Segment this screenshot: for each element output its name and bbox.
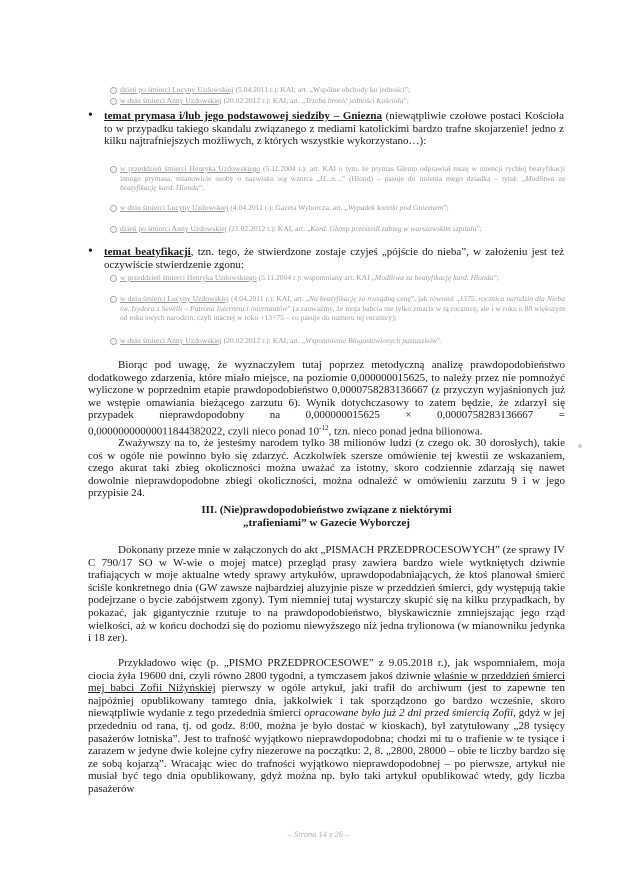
circle-bullet-icon: [110, 205, 117, 212]
circle-bullet-icon: [110, 166, 117, 173]
sub-item-anna-day-of: w dniu śmierci Anny Uzdowskiej (20.02.2012 r.): KAI, art. „Trzeba bronić jedności Kościoła”;: [120, 96, 565, 106]
circle-bullet-icon: [110, 338, 117, 345]
paragraph-probability-calc: Biorąc pod uwagę, że wyznaczyłem tutaj poprzez metodyczną analizę prawdopodobieństwo dodatkowego zdarzenia, które miało miejsce, na poziomie 0,000000015625, to należy przez nie pomnożyć wyliczone w poprzednim etapie prawdopodobieństwo 0,0000758283136667 (z przyczyn wyjaśnionych już we wstępie omawiania bieżącego zarzutu 6). Wynik dotychczasowy to zatem będzie, że zdarzył się przypadek nieprawdopodobny na 0,000000015625 × 0,0000758283136667 = 0,00000000000011844382022, czyli nieco ponad $10^{-12}$, tzn. nieco ponad jedna bilionowa.: [88, 359, 565, 438]
bullet-primate-topic: • temat prymasa i/lub jego podstawowej siedziby – Gniezna (niewątpliwie czołowe postaci Kościoła to w przypadku takiego skandalu związanego z mediami katolickimi bardzo trafne skojarzenie! jedno z kilku najtrafniejszych możliwych, z których wszystkie wykorzystano…):: [88, 108, 564, 148]
sub-item-link: w dniu śmierci Lucyny Uzdowskiej: [120, 203, 229, 212]
sub-item-link: dzień po śmierci Lucyny Uzdowskiej: [120, 85, 234, 94]
bullet-icon: •: [88, 244, 93, 259]
circle-bullet-icon: [110, 87, 117, 94]
paragraph-example: Przykładowo więc (p. „PISMO PRZEDPROCESOWE” z 9.05.2018 r.), jak wspomniałem, moja ciocia żyła 19600 dni, czyli równo 2800 tygodni, a tymczasem jakoś dziwnie właśnie w przeddzień śmierci mej babci Zofii Niżyńskiej pierwszy w ogóle artykuł, jaki trafił do archiwum (jest to zapewne ten najpóźniej opublikowany tamtego dnia, jakkolwiek i tak sporządzono go bardzo wcześnie, skoro niewątpliwie wydanie z tego przedednia śmierci opracowane było już 2 dni przed śmiercią Zofii, gdyż w jej przededniu od rana, tj. od godz. 8:00, można je było dostać w kioskach), był zatytułowany „28 tysięcy pasażerów lotniska”. Jest to trafność wyjątkowo nieprawdopodobna; chodzi mi tu o trafienie w te tysiące i zarazem w jedyne dwie kolejne cyfry niezerowe na początku: 2, 8. „2800, 28000 – obie te liczby bardzo się ze sobą kojarzą”. Wracając wiec do trafności wyjątkowo nieprawdopodobnej – po pierwsze, artykuł nie musiał być tego dnia opublikowany, gdyż można np. było taki artykuł opublikować wtedy, gdy liczba pasażerów: [88, 657, 566, 795]
bullet-beatification-topic: • temat beatyfikacji, tzn. tego, że stwierdzone zostaje czyjeś „pójście do nieba”, w założeniu jest też oczywiście stwierdzenie zgonu:: [88, 244, 564, 271]
sub-item-anna-day-after: dzień po śmierci Anny Uzdowskiej (21.02.2012 r.): KAI, art. „Kard. Glemp przeszedł zabieg w warszawskim szpitalu”;: [120, 224, 565, 234]
circle-bullet-icon: [110, 275, 117, 282]
circle-bullet-icon: [110, 226, 117, 233]
sub-item-lucyna-day-after: dzień po śmierci Lucyny Uzdowskiej (5.04.2011 r.): KAI, art. „Wspólne obchody ku jedności”;: [120, 85, 565, 95]
sub-item-lucyna-day-of: w dniu śmierci Lucyny Uzdowskiej (4.04.2011 r.): Gazeta Wyborcza, art. „Wypadek koretki pod Gnieznem”;: [120, 203, 565, 213]
sub-item-henryk-eve: w przeddzień śmierci Henryka Uzdowskiego (5.11.2004 r.): art. KAI o tym, że prymas Glemp odprawiał mszę w intencji rychłej beatyfikacji innego prymasa, mianowicie osoby o nazwisku wg wzorca „H...n…” (Hlond) – pasuje do imienia mego dziadka – tytuł: „Modlitwa za beatyfikację kard. Hlonda”;: [120, 164, 565, 193]
circle-bullet-icon: [110, 98, 117, 105]
sub-item-henryk-eve-2: w przeddzień śmierci Henryka Uzdowskiego (5.11.2004 r.): wspomniany art. KAI „Modlitwa za beatyfikację kard. Hlonda”;: [120, 273, 565, 283]
page-number-footer: – Strona 14 z 26 –: [287, 829, 350, 839]
circle-bullet-icon: [110, 296, 117, 303]
sub-item-link: w dniu śmierci Anny Uzdowskiej: [120, 336, 222, 345]
bullet-icon: •: [88, 108, 93, 123]
sub-item-link: dzień po śmierci Anny Uzdowskiej: [120, 224, 227, 233]
bullet-lead: temat beatyfikacji: [104, 246, 191, 258]
scan-mark: [578, 444, 582, 448]
sub-item-link: w dniu śmierci Lucyny Uzdowskiej: [120, 294, 229, 303]
paragraph-population: Zważywszy na to, że jesteśmy narodem tylko 38 milionów ludzi (z czego ok. 30 dorosłych), takie coś w ogóle nie powinno było się zdarzyć. Aczkolwiek szersze omówienie tej kwestii ze wskazaniem, czego akurat taki zbieg okoliczności można uważać za istotny, skoro codziennie zdarzają się nawet dowolnie nieprawdopodobne zbiegi okoliczności, można odnaleźć w omówieniu zarzutu 9 i w jego przypisie 24.: [88, 437, 565, 500]
paragraph-press-review: Dokonany przeze mnie w załączonych do akt „PISMACH PRZEDPROCESOWYCH” (ze sprawy IV C 790/17 SO w W-wie o mojej matce) przegląd prasy zawiera bardzo wiele wytkniętych dziwnie trafiających w moje aktualne wtedy sprawy artykułów, uprawdopodabniających, że ktoś planował śmierć ściśle konkretnego dnia (GW zawsze najbardziej aluzyjnie pisze w przeddzień śmierci, gdy występują takie podejrzane o bycie zabójstwem zgony). Tym niemniej tutaj wystarczy skupić się na kilku przypadkach, by pokazać, jak gigantycznie rzutuje to na prawdopodobieństwo, błyskawicznie zmniejszając jego rząd wielkości, aż w końcu dochodzi się do poziomu niewyższego niż jedna trylionowa (w mianowniku jedynka i 18 zer).: [88, 544, 565, 645]
sub-item-link: w przeddzień śmierci Henryka Uzdowskiego: [120, 273, 257, 282]
sub-item-anna-day-of-2: w dniu śmierci Anny Uzdowskiej (20.02.2012 r.): KAI, art. „Wspomnienie Błogosławionych pastuszków”.: [120, 336, 565, 346]
sub-item-link: w dniu śmierci Anny Uzdowskiej: [120, 96, 222, 105]
section-heading: III. (Nie)prawdopodobieństwo związane z niektórymi „trafieniami” w Gazecie Wyborczej: [201, 504, 452, 529]
sub-item-lucyna-day-of-2: w dniu śmierci Lucyny Uzdowskiej (4.04.2011 r.): KAI, art. „Na beatyfikację za rozsądną cenę”, jak również „1375. rocznica narodzin dla Nieba św. Izydora z Sewilli – Patrona Internetu i internautów” (a zauważmy, że moja babcia nie tylko zmarła w tą rocznicę, ale i w roku o 88 większym od roku swych narodzin, czyli inaczej w roku +13+75 – co pasuje do numeru tej rocznicy);: [120, 294, 565, 323]
sub-item-link: w przeddzień śmierci Henryka Uzdowskiego: [120, 164, 261, 173]
bullet-lead: temat prymasa i/lub jego podstawowej siedziby – Gniezna: [104, 110, 382, 122]
